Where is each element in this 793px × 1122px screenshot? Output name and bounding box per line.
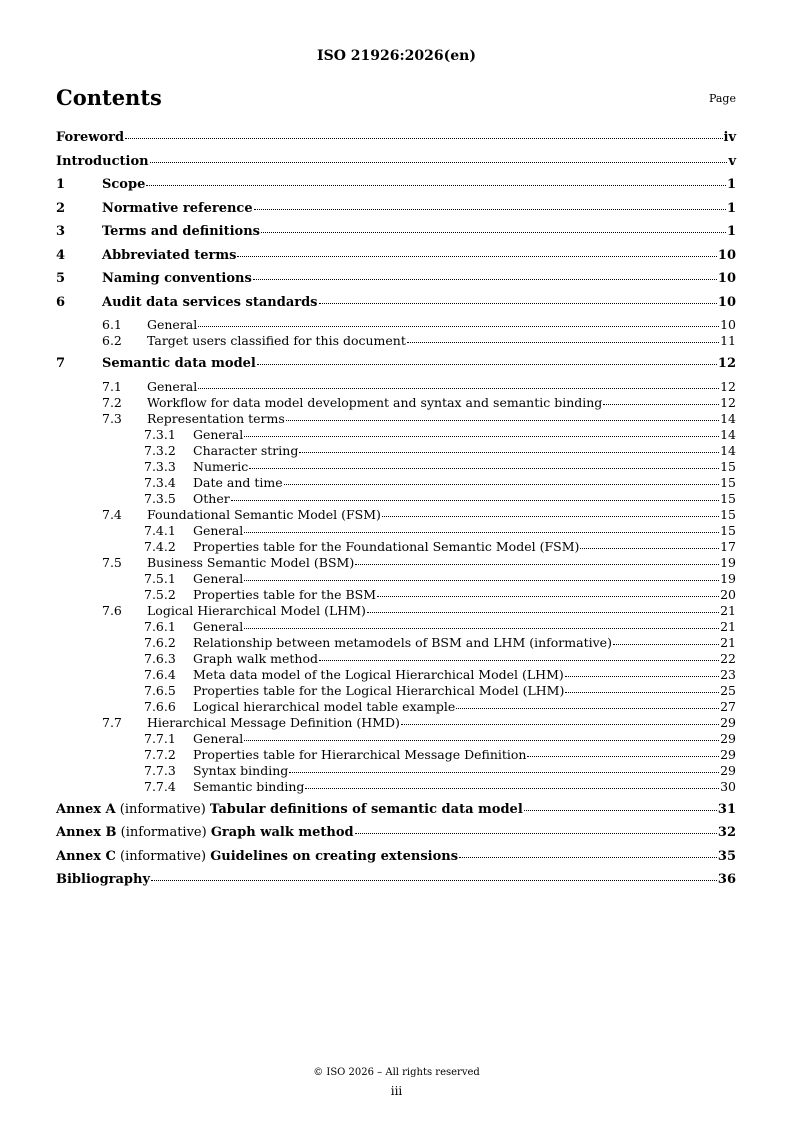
- toc-entry-number: 7.4: [102, 506, 122, 522]
- toc-entry-page: 19: [720, 554, 736, 570]
- toc-entry[interactable]: [56, 683, 736, 699]
- toc-entry-page: 27: [720, 698, 736, 714]
- dot-leader: [355, 563, 719, 565]
- toc-entry-number: 6.2: [102, 333, 122, 348]
- toc-entry[interactable]: [56, 763, 736, 779]
- toc-entry-number: 7.1: [102, 378, 122, 394]
- toc-entry-page: 14: [720, 426, 736, 442]
- toc-entry-title: Logical Hierarchical Model (LHM): [147, 602, 366, 618]
- toc-entry-number: 5: [56, 271, 66, 286]
- dot-leader: [319, 302, 717, 304]
- toc-entry[interactable]: [56, 507, 736, 523]
- dot-leader: [261, 231, 726, 233]
- toc-entry[interactable]: [56, 523, 736, 539]
- toc-entry[interactable]: [56, 801, 736, 825]
- dot-leader: [249, 467, 719, 469]
- toc-entry-title: Terms and definitions: [102, 224, 260, 239]
- toc-entry[interactable]: [56, 475, 736, 491]
- toc-entry-title: [56, 848, 458, 865]
- toc-entry-page: 10: [717, 247, 736, 263]
- toc-entry-title: Properties table for Hierarchical Message Definition: [193, 746, 527, 762]
- toc-entry-number: 2: [56, 200, 66, 216]
- toc-entry-title: Target users classified for this document: [147, 333, 406, 348]
- toc-entry[interactable]: [56, 555, 736, 571]
- toc-entry-title: General: [193, 730, 244, 746]
- toc-entry-page: 17: [720, 538, 736, 554]
- toc-entry-title: Audit data services standards: [102, 294, 318, 310]
- toc-entry-title: Logical hierarchical model table example: [193, 698, 456, 714]
- toc-entry-title: Semantic data model: [102, 356, 256, 371]
- toc-entry-number: 7.5.2: [144, 586, 176, 602]
- toc-entry[interactable]: [56, 571, 736, 587]
- toc-entry-page: 15: [720, 458, 736, 474]
- toc-entry-number: 7.2: [102, 394, 122, 410]
- toc-entry-number: 7.7.3: [144, 762, 176, 778]
- toc-entry-number: 7.7.1: [144, 730, 176, 746]
- annex-type: (informative): [115, 848, 211, 864]
- dot-leader: [367, 611, 719, 613]
- copyright-footer: © ISO 2026 – All rights reserved: [313, 1067, 480, 1078]
- toc-entry[interactable]: [56, 715, 736, 731]
- dot-leader: [580, 547, 719, 549]
- dot-leader: [244, 627, 719, 629]
- toc-entry[interactable]: [56, 427, 736, 443]
- toc-entry-title: Semantic binding: [193, 778, 305, 794]
- toc-entry-title: Relationship between metamodels of BSM and LHM (informative): [193, 634, 612, 650]
- toc-entry[interactable]: [56, 619, 736, 635]
- toc-entry-page: 31: [717, 801, 736, 817]
- dot-leader: [244, 435, 719, 437]
- toc-entry-number: 7.6.5: [144, 682, 176, 698]
- toc-entry[interactable]: [56, 317, 736, 333]
- toc-entry-title: [56, 801, 523, 818]
- toc-entry-page: 21: [720, 618, 736, 634]
- dot-leader: [565, 675, 719, 677]
- toc-entry-title: Normative reference: [102, 200, 253, 216]
- toc-entry[interactable]: [56, 635, 736, 651]
- toc-entry-title: Foundational Semantic Model (FSM): [147, 506, 381, 522]
- toc-entry-title: Representation terms: [147, 410, 285, 426]
- toc-entry[interactable]: [56, 747, 736, 763]
- dot-leader: [231, 499, 719, 501]
- toc-entry[interactable]: [56, 200, 736, 224]
- toc-entry-page: 32: [717, 825, 736, 840]
- toc-entry-title: Bibliography: [56, 872, 151, 887]
- toc-entry-title: General: [193, 426, 244, 442]
- toc-entry-page: 36: [717, 872, 736, 887]
- toc-entry-title: Character string: [193, 442, 299, 458]
- toc-entry-title: [56, 824, 354, 841]
- dot-leader: [257, 363, 717, 365]
- toc-entry-number: 7.3.2: [144, 442, 176, 458]
- dot-leader: [146, 184, 726, 186]
- dot-leader: [151, 879, 717, 881]
- toc-entry[interactable]: [56, 779, 736, 795]
- toc-entry[interactable]: [56, 459, 736, 475]
- toc-entry-page: 14: [720, 442, 736, 458]
- toc-entry-page: 19: [720, 570, 736, 586]
- toc-entry-number: 7.6.4: [144, 666, 176, 682]
- toc-entry-number: 7.6: [102, 602, 122, 618]
- toc-entry-number: 7.4.2: [144, 538, 176, 554]
- dot-leader: [401, 723, 719, 725]
- toc-entry[interactable]: [56, 539, 736, 555]
- toc-entry-page: 25: [720, 682, 736, 698]
- toc-entry-page: 29: [720, 730, 736, 746]
- toc-entry[interactable]: [56, 355, 736, 379]
- toc-entry-page: 15: [720, 474, 736, 490]
- toc-entry[interactable]: [56, 411, 736, 427]
- toc-entry-number: 7.3.5: [144, 490, 176, 506]
- dot-leader: [198, 325, 719, 327]
- dot-leader: [254, 208, 726, 210]
- toc-entry-number: 7.3: [102, 410, 122, 426]
- dot-leader: [355, 832, 717, 834]
- toc-entry-title: Workflow for data model development and syntax and semantic binding: [147, 394, 603, 410]
- dot-leader: [527, 755, 719, 757]
- dot-leader: [565, 691, 719, 693]
- dot-leader: [613, 643, 719, 645]
- annex-label: Annex C: [56, 848, 116, 864]
- toc-entry-title: Properties table for the BSM: [193, 586, 377, 602]
- table-of-contents: [56, 129, 736, 895]
- toc-entry-number: 7.3.1: [144, 426, 176, 442]
- toc-entry-title: Abbreviated terms: [102, 247, 237, 263]
- toc-entry-page: 10: [717, 294, 736, 310]
- toc-entry-page: 35: [717, 848, 736, 864]
- toc-entry-title: Meta data model of the Logical Hierarchical Model (LHM): [193, 666, 564, 682]
- toc-entry[interactable]: [56, 153, 736, 177]
- toc-entry-number: 7.5.1: [144, 570, 176, 586]
- toc-entry[interactable]: [56, 176, 736, 200]
- toc-entry-number: 7: [56, 356, 66, 371]
- toc-entry-title: Hierarchical Message Definition (HMD): [147, 714, 400, 730]
- toc-entry[interactable]: [56, 871, 736, 895]
- toc-entry-title: Properties table for the Foundational Semantic Model (FSM): [193, 538, 580, 554]
- toc-entry-title: General: [193, 570, 244, 586]
- toc-entry-page: 1: [726, 224, 736, 239]
- toc-entry-number: 7.7.2: [144, 746, 176, 762]
- dot-leader: [284, 483, 719, 485]
- annex-title: Graph walk method: [210, 825, 354, 840]
- toc-entry-title: General: [193, 618, 244, 634]
- page-title: Contents: [56, 85, 162, 110]
- toc-entry-page: 21: [720, 634, 736, 650]
- toc-entry-title: Naming conventions: [102, 271, 252, 286]
- toc-entry-page: 30: [720, 778, 736, 794]
- toc-entry-title: Introduction: [56, 153, 149, 169]
- toc-entry-page: 22: [720, 650, 736, 666]
- dot-leader: [237, 255, 717, 257]
- toc-entry-page: 14: [720, 410, 736, 426]
- toc-entry[interactable]: [56, 699, 736, 715]
- toc-entry-number: 7.3.4: [144, 474, 176, 490]
- toc-entry-title: Syntax binding: [193, 762, 289, 778]
- dot-leader: [407, 341, 719, 343]
- dot-leader: [198, 387, 719, 389]
- toc-entry-title: Properties table for the Logical Hierarchical Model (LHM): [193, 682, 565, 698]
- toc-entry-page: 10: [720, 317, 736, 332]
- toc-entry[interactable]: [56, 247, 736, 271]
- toc-entry-title: Scope: [102, 177, 146, 192]
- toc-entry[interactable]: [56, 294, 736, 318]
- toc-entry[interactable]: [56, 848, 736, 872]
- toc-entry[interactable]: [56, 443, 736, 459]
- toc-entry[interactable]: [56, 270, 736, 294]
- toc-entry-number: 1: [56, 177, 66, 192]
- dot-leader: [382, 515, 719, 517]
- toc-entry-number: 7.3.3: [144, 458, 176, 474]
- dot-leader: [524, 809, 717, 811]
- toc-entry-page: 21: [720, 602, 736, 618]
- toc-entry-number: 6: [56, 294, 66, 310]
- toc-entry-page: 1: [726, 200, 736, 216]
- dot-leader: [289, 771, 719, 773]
- toc-entry-number: 7.6.1: [144, 618, 176, 634]
- toc-entry-title: Foreword: [56, 130, 125, 145]
- toc-entry-number: 7.5: [102, 554, 122, 570]
- toc-entry-title: Graph walk method: [193, 650, 318, 666]
- dot-leader: [459, 856, 717, 858]
- toc-entry-page: 12: [717, 356, 736, 371]
- toc-entry[interactable]: [56, 587, 736, 603]
- annex-title: Tabular definitions of semantic data model: [209, 801, 523, 817]
- toc-entry-page: 29: [720, 746, 736, 762]
- toc-entry-title: Date and time: [193, 474, 283, 490]
- toc-entry-number: 7.6.2: [144, 634, 176, 650]
- annex-label: Annex B: [56, 825, 117, 840]
- toc-entry-page: 15: [720, 506, 736, 522]
- toc-entry-number: 7.7: [102, 714, 122, 730]
- toc-entry[interactable]: [56, 395, 736, 411]
- footer-page-number: iii: [390, 1084, 403, 1098]
- toc-entry-number: 7.6.6: [144, 698, 176, 714]
- toc-entry-number: 4: [56, 247, 66, 263]
- dot-leader: [253, 278, 717, 280]
- toc-entry-page: 29: [720, 714, 736, 730]
- toc-entry[interactable]: [56, 651, 736, 667]
- toc-entry-number: 7.4.1: [144, 522, 176, 538]
- toc-entry-title: General: [147, 378, 198, 394]
- toc-entry-number: 7.6.3: [144, 650, 176, 666]
- toc-entry-number: 7.7.4: [144, 778, 176, 794]
- toc-entry[interactable]: [56, 129, 736, 153]
- annex-type: (informative): [116, 825, 211, 840]
- page-column-label: Page: [708, 92, 736, 105]
- toc-entry-title: Business Semantic Model (BSM): [147, 554, 355, 570]
- dot-leader: [377, 595, 719, 597]
- toc-entry-number: 6.1: [102, 317, 122, 332]
- toc-entry-page: 11: [720, 333, 736, 348]
- toc-entry[interactable]: [56, 491, 736, 507]
- toc-entry-page: 29: [720, 762, 736, 778]
- annex-type: (informative): [115, 801, 210, 817]
- toc-entry-title: Numeric: [193, 458, 249, 474]
- annex-title: Guidelines on creating extensions: [210, 848, 459, 864]
- toc-entry-page: 1: [726, 177, 736, 192]
- dot-leader: [305, 787, 719, 789]
- annex-label: Annex A: [56, 801, 116, 817]
- dot-leader: [244, 579, 719, 581]
- toc-entry-page: 15: [720, 522, 736, 538]
- toc-entry[interactable]: [56, 333, 736, 349]
- toc-entry-title: General: [193, 522, 244, 538]
- dot-leader: [456, 707, 719, 709]
- toc-entry-page: 12: [720, 394, 736, 410]
- dot-leader: [125, 137, 722, 139]
- dot-leader: [603, 403, 719, 405]
- toc-entry-page: 15: [720, 490, 736, 506]
- dot-leader: [150, 161, 728, 163]
- toc-entry-title: General: [147, 317, 198, 332]
- toc-entry[interactable]: [56, 223, 736, 247]
- toc-entry[interactable]: [56, 667, 736, 683]
- toc-entry-number: 3: [56, 224, 66, 239]
- dot-leader: [244, 739, 719, 741]
- dot-leader: [244, 531, 719, 533]
- toc-entry[interactable]: [56, 824, 736, 848]
- toc-entry-page: 12: [720, 378, 736, 394]
- dot-leader: [286, 419, 719, 421]
- toc-entry-page: v: [728, 153, 736, 169]
- document-id-header: ISO 21926:2026(en): [317, 48, 476, 64]
- dot-leader: [319, 659, 719, 661]
- toc-entry-page: iv: [723, 130, 736, 145]
- toc-entry[interactable]: [56, 603, 736, 619]
- toc-entry[interactable]: [56, 731, 736, 747]
- dot-leader: [299, 451, 719, 453]
- toc-entry-page: 20: [720, 586, 736, 602]
- toc-entry-page: 10: [717, 271, 736, 286]
- toc-entry[interactable]: [56, 379, 736, 395]
- toc-entry-page: 23: [720, 666, 736, 682]
- toc-entry-title: Other: [193, 490, 230, 506]
